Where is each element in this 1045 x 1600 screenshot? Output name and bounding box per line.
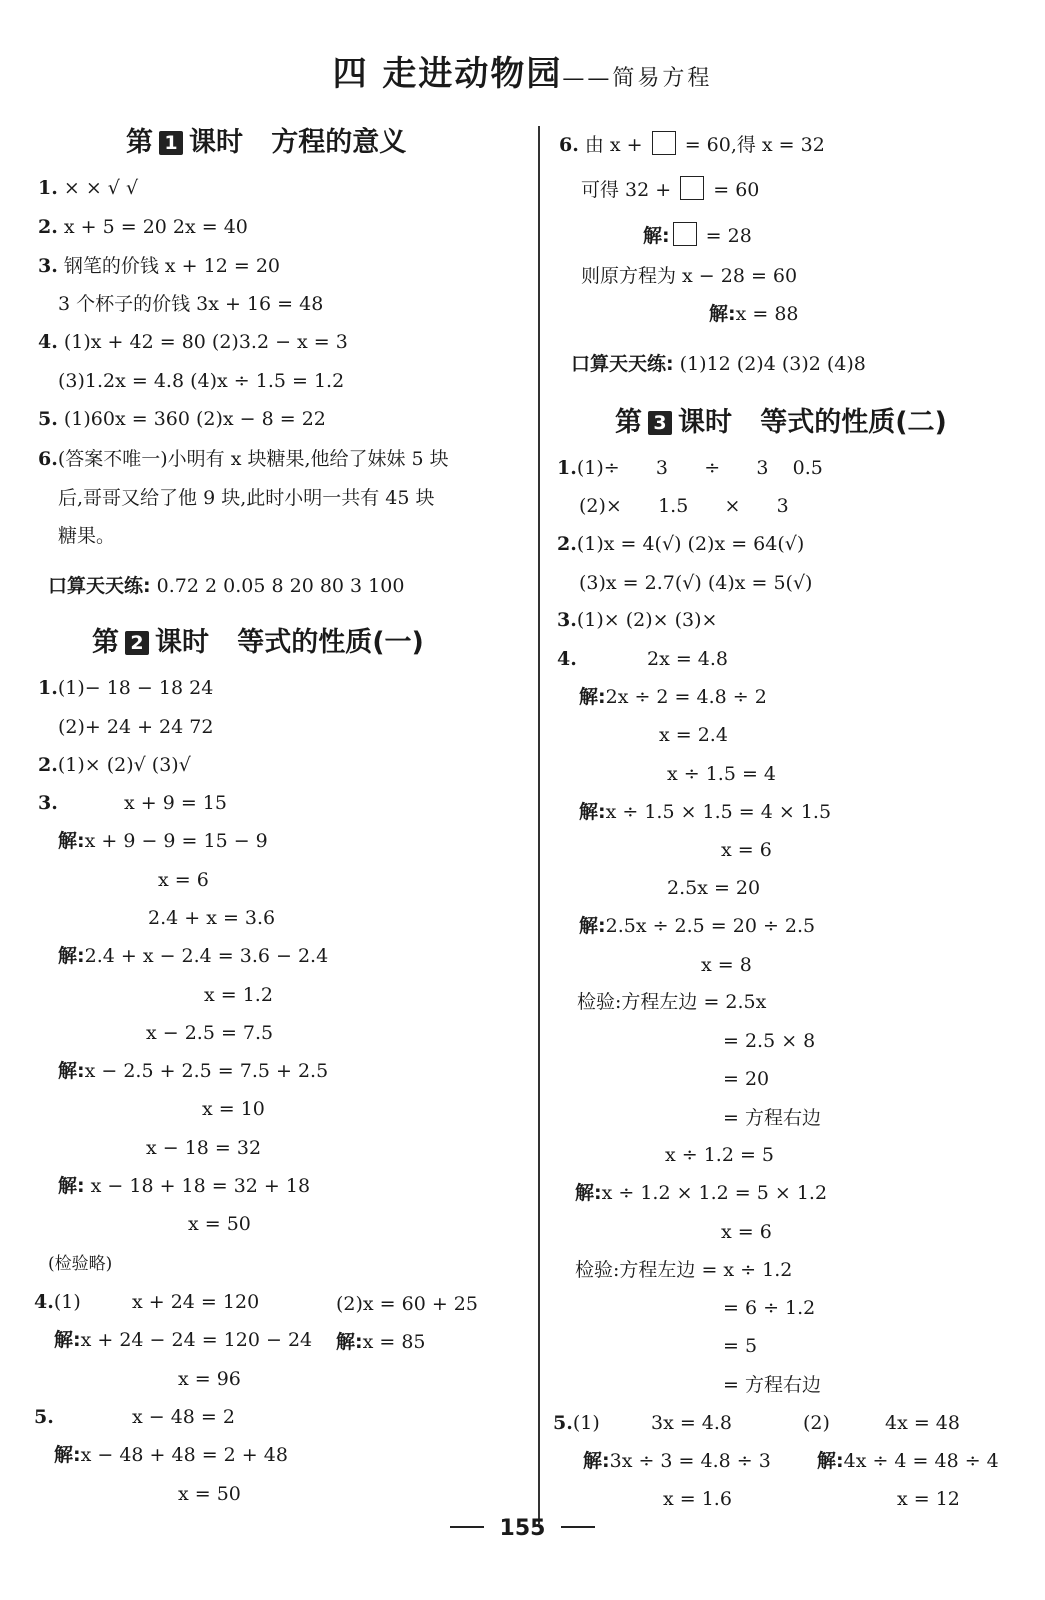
equation: 2.5x = 20 [667,877,761,899]
equation: 解:x = 85 [336,1331,426,1353]
equation: 检验:方程左边 = x ÷ 1.2 [575,1259,793,1281]
equation: x = 6 [721,1221,772,1243]
answer-line: 1.(1)÷ 3 ÷ 3 0.5 [557,457,823,479]
answer-line: 解:x = 88 [709,303,799,325]
equation: x = 6 [158,869,209,891]
equation: = 方程右边 [723,1374,821,1396]
equation: x = 50 [188,1213,251,1235]
equation: x ÷ 1.5 = 4 [667,763,777,785]
equation: 解:x + 9 − 9 = 15 − 9 [58,830,268,852]
answer-line: 3 个杯子的价钱 3x + 16 = 48 [58,293,324,315]
equation: x + 24 = 120 [132,1291,260,1313]
lesson-2-heading: 第 2 课时 等式的性质(一) [92,627,424,658]
equation: 解:x ÷ 1.2 × 1.2 = 5 × 1.2 [575,1182,828,1204]
column-divider [538,126,540,1524]
equation: x − 48 = 2 [132,1406,235,1428]
equation: 解:x − 2.5 + 2.5 = 7.5 + 2.5 [58,1060,329,1082]
equation: x = 50 [178,1483,241,1505]
equation: = 20 [723,1068,770,1090]
equation: x = 2.4 [659,724,728,746]
equation: 3x = 4.8 [651,1412,733,1434]
answer-line: 解: = 28 [643,222,752,248]
page-footer [0,1516,1045,1541]
answer-line: 糖果。 [58,525,116,547]
equation: 解:x ÷ 1.5 × 1.5 = 4 × 1.5 [579,801,832,823]
blank-box [673,222,697,246]
equation: x = 12 [897,1488,960,1510]
equation: 4x = 48 [885,1412,960,1434]
equation: 2.4 + x = 3.6 [148,907,276,929]
equation: 解:2.4 + x − 2.4 = 3.6 − 2.4 [58,945,329,967]
equation: 解:3x ÷ 3 = 4.8 ÷ 3 [583,1450,771,1472]
equation: x ÷ 1.2 = 5 [665,1144,775,1166]
equation: = 6 ÷ 1.2 [723,1297,816,1319]
equation: x − 18 = 32 [146,1137,262,1159]
unit-subtitle: 简易方程 [612,66,713,91]
equation: x = 6 [721,839,772,861]
equation: 解:2x ÷ 2 = 4.8 ÷ 2 [579,686,767,708]
blank-box [652,131,676,155]
equation: x = 1.2 [204,984,273,1006]
equation: 检验:方程左边 = 2.5x [577,991,767,1013]
answer-line: 4. [557,648,577,670]
equation: 解:x + 24 − 24 = 120 − 24 [54,1329,313,1351]
oral-practice: 口算天天练: (1)12 (2)4 (3)2 (4)8 [571,353,866,375]
equation: x = 1.6 [663,1488,732,1510]
equation: 解:2.5x ÷ 2.5 = 20 ÷ 2.5 [579,915,816,937]
answer-line: 3. [38,792,58,814]
footer-dash-right [561,1526,595,1528]
lesson-1-heading: 第 1 课时 方程的意义 [126,127,407,158]
equation: x − 2.5 = 7.5 [146,1022,274,1044]
answer-line: 2.(1)x = 4(√) (2)x = 64(√) [557,533,805,555]
answer-line: (2)× 1.5 × 3 [579,495,789,517]
lesson-number-badge: 2 [125,631,149,655]
answer-line: 2. x + 5 = 20 2x = 40 [38,216,248,238]
check-note: (检验略) [48,1254,113,1274]
answer-line: 可得 32 + = 60 [581,176,759,202]
equation: 2x = 4.8 [647,648,729,670]
answer-line: (2) [803,1412,830,1434]
answer-line: 3. 钢笔的价钱 x + 12 = 20 [38,255,280,277]
lesson-3-heading: 第 3 课时 等式的性质(二) [615,407,947,438]
footer-dash-left [450,1526,484,1528]
page-number: 155 [499,1516,546,1541]
equation: 解: x − 18 + 18 = 32 + 18 [58,1175,311,1197]
answer-line: 4.(1) [34,1291,81,1313]
answer-line: 6. 由 x + = 60,得 x = 32 [559,131,825,157]
equation: (2)x = 60 + 25 [336,1293,478,1315]
answer-line: (3)1.2x = 4.8 (4)x ÷ 1.5 = 1.2 [58,370,345,392]
answer-line: 4. (1)x + 42 = 80 (2)3.2 − x = 3 [38,331,348,353]
lesson-number-badge: 3 [648,411,672,435]
answer-line: 5.(1) [553,1412,600,1434]
equation: = 方程右边 [723,1107,821,1129]
page-header [0,46,1045,95]
answer-line: 3.(1)× (2)× (3)× [557,609,718,631]
answer-line: 1.(1)− 18 − 18 24 [38,677,214,699]
equation: = 2.5 × 8 [723,1030,816,1052]
blank-box [680,176,704,200]
answer-line: 后,哥哥又给了他 9 块,此时小明一共有 45 块 [58,487,435,509]
equation: = 5 [723,1335,758,1357]
equation: 解:4x ÷ 4 = 48 ÷ 4 [817,1450,999,1472]
equation: x = 96 [178,1368,241,1390]
title-dash: —— [562,66,613,91]
answer-line: (3)x = 2.7(√) (4)x = 5(√) [579,572,813,594]
answer-line: 则原方程为 x − 28 = 60 [581,265,798,287]
answer-line: 2.(1)× (2)√ (3)√ [38,754,191,776]
equation: 解:x − 48 + 48 = 2 + 48 [54,1444,288,1466]
equation: x = 8 [701,954,752,976]
answer-line: 6.(答案不唯一)小明有 x 块糖果,他给了妹妹 5 块 [38,448,449,470]
answer-line: 5. (1)60x = 360 (2)x − 8 = 22 [38,408,326,430]
answer-line: 5. [34,1406,54,1428]
oral-practice: 口算天天练: 0.72 2 0.05 8 20 80 3 100 [48,575,405,597]
equation: x = 10 [202,1098,265,1120]
unit-title: 四 走进动物园 [332,54,563,94]
answer-line: (2)+ 24 + 24 72 [58,716,214,738]
lesson-number-badge: 1 [159,131,183,155]
equation: x + 9 = 15 [124,792,227,814]
answer-line: 1. × × √ √ [38,177,139,199]
